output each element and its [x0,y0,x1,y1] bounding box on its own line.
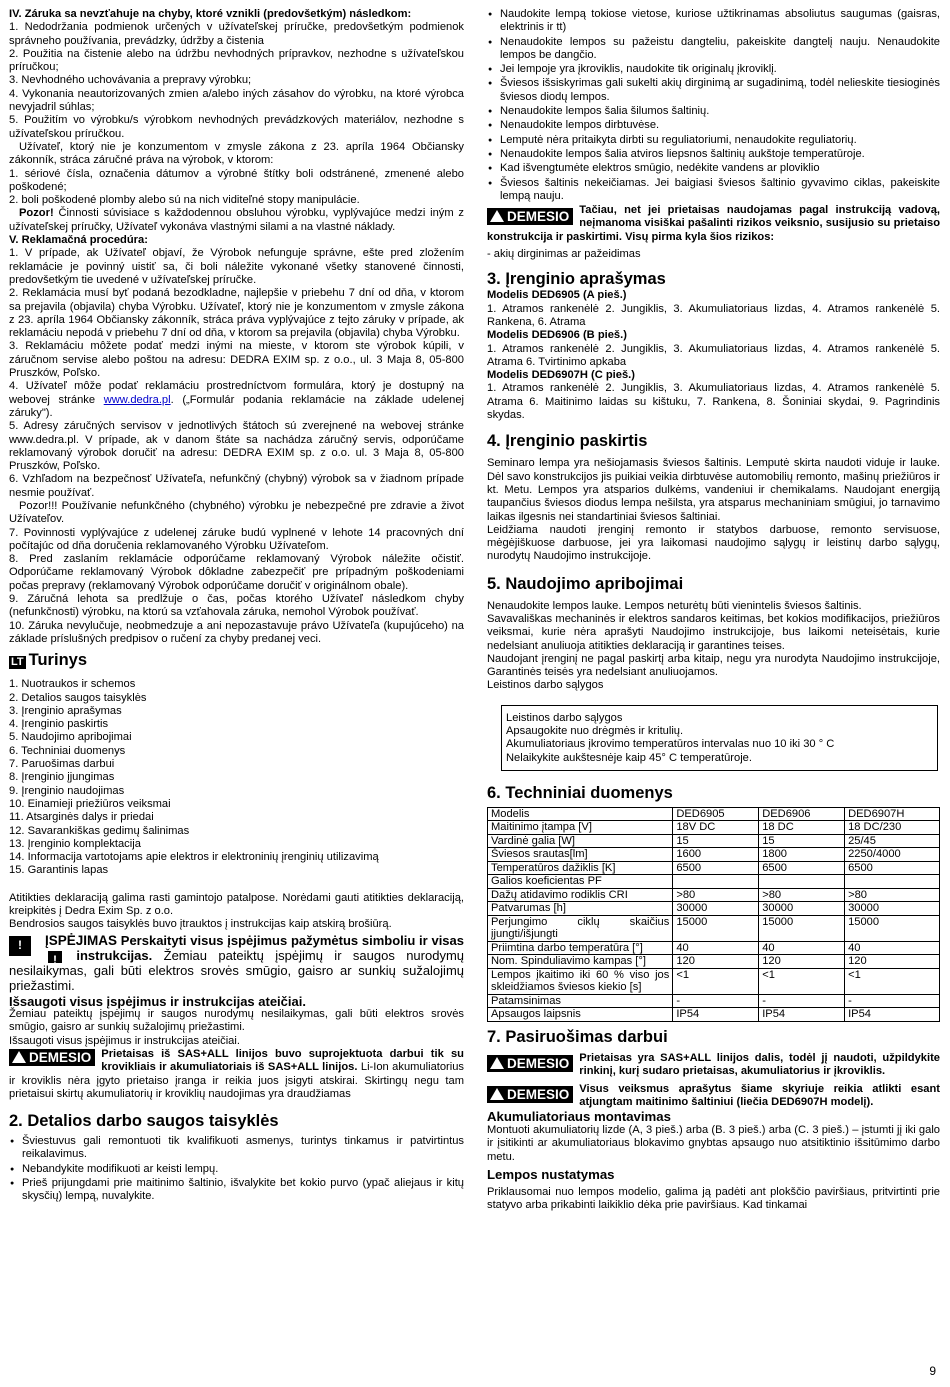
table-cell: 6500 [759,861,845,875]
reklamacna-item: 1. V prípade, ak Užívateľ objaví, že Výrobok nefunguje správne, ešte pred zložením reklamácie je povinný uistiť sa, či boli náležite vykonané všetky stanovené činnosti, predovšetkým tie uvedené v užívateľskej príručke. [9,247,464,286]
warranty-exclusion-item: 4. Vykonania neautorizovaných zmien a/alebo iných zásahov do výrobku, na ktoré výrobca nevyjadril súhlas; [9,87,464,114]
table-cell: Šviesos srautas[lm] [488,848,673,862]
safety-rule-item: ● Nenaudokite lempos dirbtuvėse. [487,119,940,132]
consumer-text: Užívateľ, ktorý nie je konzumentom v zmysle zákona z 23. apríla 1964 Občiansky zákonník, stráca záručné práva na výrobok, v ktorom: [9,140,464,167]
table-cell: Temperatūros dažiklis [K] [488,861,673,875]
sec2-list [9,1135,464,1203]
safety-rule-item: ● Kad išvengtumėte elektros smūgio, nedėkite vandens ar ploviklio [487,162,940,175]
table-cell: Apsaugos laipsnis [488,1008,673,1022]
table-row [488,821,940,835]
toc-item: 6. Techniniai duomenys [9,744,126,757]
warranty-exclusion-item: 1. Nedodržania podmienok určených v užívateľskej príručke, predovšetkým podmienok správneho používania, prevádzky, údržby a čistenia [9,21,464,47]
warranty-exclusion-item: 2. Použitia na čistenie alebo na údržbu nevhodných prípravkov, nezhodne s užívateľskou príručkou; [9,47,464,74]
toc-item: 1. Nuotraukos ir schemos [9,678,136,691]
toc-item: 5. Naudojimo apribojimai [9,731,132,744]
toc-item: 15. Garantinis lapas [9,864,109,877]
table-row [488,888,940,902]
reklamacna-item: 7. Povinnosti vyplývajúce z udelenej záruke budú vyplnené v lehote 14 pracovných dní počítajúc od dňa doručenia reklamovaného Výrobku Užívateľom. [9,526,464,552]
working-conditions-box [501,705,938,771]
table-row [488,1008,940,1022]
safety-rule-item: ● Šviesos išsiskyrimas gali sukelti akių dirginimą ar sugadinimą, todėl nelieskite tiesioginės šviesos diodų lempos. [487,77,940,104]
table-cell: 40 [759,941,845,955]
table-cell: 25/45 [845,834,940,848]
models-list [487,289,940,422]
table-row [488,941,940,955]
demesio-label: DEMESIO [507,209,570,225]
table-row [488,955,940,969]
table-cell: IP54 [845,1008,940,1022]
warranty-exclusion-item: 5. Použitím vo výrobku/s výrobkom nevhodných prevádzkových materiálov, nezhodne s užívateľskou príručkou. [9,114,464,140]
tech-data-table [487,807,940,1022]
table-cell: 1800 [759,848,845,862]
demesio-label: DEMESIO [507,1055,570,1071]
table-row [488,834,940,848]
akumontavimas-text: Montuoti akumuliatorių lizde (A, 3 pieš.) arba (B. 3 pieš.) arba (C. 3 pieš.) – įstumti jį iki galo ir įsitikinti ar akumuliatoriaus blokavimo gnybtas apsaugo nuo atsitiktinio išsitūmimo darbo metu. [487,1124,940,1163]
notice-line: Nelaikykite aukštesnėje kaip 45° C temperatūroje. [506,751,752,764]
rek4-text-after: . („Formulár podania reklamácie na základe udelenej záruky"). [9,393,464,419]
table-cell: 30000 [759,902,845,916]
table-row [488,915,940,941]
table-cell: 18 DC/230 [845,821,940,835]
demesio-badge [487,208,573,225]
declaration-text: Atitikties deklaraciją galima rasti gamintojo patalpose. Norėdami gauti atitikties deklaraciją, kreipkitės į Dedra Exim Sp. z o.o. [9,891,464,917]
sec4-paragraph-2: Leidžiama naudoti įrenginį remonto ir statybos darbuose, remonto servisuose, mėgėjiškuose darbuose, jei yra laikomasi naudojimo sąlygų ir leistinų darbo sąlygų, nurodytų Naudojimo instrukcijoje. [487,523,940,563]
table-cell: 15000 [845,915,940,941]
issaugoti-text-2: Išsaugoti visus įspėjimus ir instrukcijas ateičiai. [9,1034,240,1047]
table-cell: >80 [673,888,759,902]
sasall-text: Li-Ion akumuliatorius ir kroviklis nėra įgyto prietaiso įranga ir reikia juos įsigyti atskirai. Skirtingų negu tam prietaisui skirtų akumuliatorių ir kroviklių naudojimas yra draudžiamas [9,1061,465,1100]
table-row [488,902,940,916]
toc-item: 3. Įrenginio aprašymas [9,704,122,717]
table-cell: Patvarumas [h] [488,902,673,916]
sec5-paragraph-2: Savavališkas mechaninės ir elektros sandaros keitimas, bet kokios modifikacijos, priežiūros veiksmai, kurie nėra aprašyti Naudojimo instrukcijoje, bus laikomi neteisėtais, kurie nedelsiant anuliuoja atitikties deklaraciją ir garantines teises. [487,612,940,652]
table-cell: 120 [673,955,759,969]
toc-item: 4. Įrenginio paskirtis [9,718,109,731]
table-cell: 15 [759,834,845,848]
table-cell: 30000 [673,902,759,916]
toc-item: 8. Įrenginio įjungimas [9,771,115,784]
toc-item: 2. Detalios saugos taisyklės [9,691,147,704]
table-cell: DED6907H [845,807,940,821]
notice-lines [506,712,933,765]
table-cell: - [759,994,845,1008]
sec7-title: 7. Pasiruošimas darbui [487,1027,668,1046]
safety-bullets [487,8,940,203]
safety-rule-item: ● Naudokite lempą tokiose vietose, kuriose užtikrinamas absoliutus saugumas (gaisras, elektrinis ir tt) [487,8,940,35]
table-row [488,875,940,889]
safety-rule-item: ● Lemputė nėra pritaikyta dirbti su reguliatoriumi, nenaudokite reguliatorių. [487,134,940,147]
toc-item: 11. Atsarginės dalys ir priedai [9,811,154,824]
sasall-paragraph [9,1048,464,1101]
warranty-exclusion-item: 3. Nevhodného uchovávania a prepravy výrobku; [9,74,252,87]
pozor-warning: Pozor!!! Používanie nefunkčného (chybného) výrobku je nebezpečné pre zdravie a život Užívateľov. [9,499,464,526]
consumer-condition-item: 2. boli poškodené plomby alebo sú na nich viditeľné stopy manipulácie. [9,194,360,207]
turinys-title: Turinys [28,651,87,670]
table-cell: 6500 [673,861,759,875]
table-cell: 18V DC [673,821,759,835]
table-row [488,861,940,875]
table-cell: Lempos įkaitimo iki 60 % viso jos skleidžiamos šviesos kiekio [s] [488,968,673,994]
pozor-text: Činnosti súvisiace s každodennou obsluhou výrobku, vyplývajúce medzi iným z užívateľskej príručky, Užívateľ vykonáva vlastnými silami a na vlastné náklady. [9,207,464,233]
ispejimas-text: Žemiau pateiktų įspėjimų ir saugos nurodymų nesilaikymas, gali būti elektros srovės smūgio, gaisro ar sunkių sužalojimų priežastimi. [9,947,464,994]
table-row [488,848,940,862]
safety-rule-item: ● Šviestuvus gali remontuoti tik kvalifikuoti asmenys, turintys tinkamus ir patvirtintus reikalavimus. [9,1135,464,1162]
table-cell: 18 DC [759,821,845,835]
pozor-paragraph [9,207,464,234]
table-cell: 15000 [673,915,759,941]
sec4-title: 4. Įrenginio paskirtis [487,432,648,451]
safety-rule-item: ● Nenaudokite lempos šalia šilumos šaltinių. [487,105,940,118]
sasall-bold-text: Prietaisas iš SAS+ALL linijos buvo suprojektuota darbui tik su krovikliais ir akumuliatoriais iš SAS+ALL linijos. [101,1047,464,1074]
table-cell: - [845,994,940,1008]
table-cell: IP54 [673,1008,759,1022]
table-cell: IP54 [759,1008,845,1022]
table-cell: Galios koeficientas PF [488,875,673,889]
risk-bold-text: Tačiau, net jei prietaisas naudojamas pagal instrukciją vadovą, neįmanoma visiškai pašalinti rizikos veiksnio, susijusio su prietaiso konstrukcija ir paskirtimi. Visų pirma kyla šios rizikos: [487,204,940,243]
reklamacna-title: V. Reklamačná procedúra: [9,234,148,247]
table-header-row [488,807,940,821]
prep2-text: Visus veiksmus aprašytus šiame skyriuje reikia atlikti esant atjungtam maitinimo šaltiniui (liečia DED6907H modelį). [579,1082,940,1108]
reklamacna-item: 10. Záruka nevylučuje, neobmedzuje a ani nepozastavuje právo Užívateľa (kupujúceho) na základe príslušných predpisov o ručení za chyby predanej veci. [9,619,464,645]
model-description: 1. Atramos rankenėlė 2. Jungiklis, 3. Akumuliatoriaus lizdas, 4. Atramos rankenėlė 5. Rankena, 6. Atrama [487,302,940,328]
lempos-title: Lempos nustatymas [487,1167,615,1183]
risk-paragraph [487,204,940,244]
table-cell: <1 [845,968,940,994]
reklamacna-item: 5. Adresy záručných servisov v jednotlivých štátoch sú zverejnené na webovej stránke www.dedra.pl. V prípade, ak v danom štáte sa nachádza záručný servis, odporúčame reklamovaný výrobok doručiť na adresu: DEDRA EXIM sp. z o.o. ul. 3 Maja 8, 05-800 Pruszków, Poľsko. [9,420,464,473]
warning-triangle-icon [12,1051,26,1063]
toc-item: 14. Informacija vartotojams apie elektros ir elektroninių įrenginių utilizavimą [9,851,379,864]
warning-triangle-icon [490,1088,504,1100]
table-cell: >80 [759,888,845,902]
table-cell: Dažų atidavimo rodiklis CRI [488,888,673,902]
prep1-text: Prietaisas yra SAS+ALL linijos dalis, todėl jį naudoti, užpildykite rinkinį, kurį sudaro prietaisas, akumuliatorius ir įkroviklis. [579,1051,940,1078]
toc-item: 13. Įrenginio komplektacija [9,837,141,850]
table-cell: - [673,994,759,1008]
sec5-paragraph-3: Naudojant įrenginį ne pagal paskirtį arba kitaip, negu yra nurodyta Naudojimo instrukcijoje, Garantinės teisės yra nedelsiant anuliuojamos. [487,652,940,679]
model-description: 1. Atramos rankenėlė 2. Jungiklis, 3. Akumuliatoriaus lizdas, 4. Atramos rankenėlė 5. Atrama 6. Tvirtinimo apkaba [487,342,940,368]
table-cell: DED6906 [759,807,845,821]
safety-rule-item: ● Nenaudokite lempos šalia atviros liepsnos šaltinių aukštoje temperatūroje. [487,148,940,161]
warning-triangle-icon [490,210,504,222]
warranty-intro: IV. Záruka sa nevzťahuje na chyby, ktoré vznikli (predovšetkým) následkom: [9,8,412,20]
safety-rule-item: ● Jei lempoje yra įkroviklis, naudokite tik originalų įkroviklį. [487,63,940,76]
safety-rule-item: ● Nebandykite modifikuoti ar keisti lempų. [9,1163,464,1176]
page-number: 9 [929,1364,936,1378]
lempos-text: Priklausomai nuo lempos modelio, galima ją padėti ant plokščio paviršiaus, pritvirtinti prie statyvo arba prikabinti laikiklio dėka prie paviršiaus. Kad tinkamai [487,1186,940,1212]
table-cell [759,875,845,889]
issaugoti-text: Žemiau pateiktų įspėjimų ir saugos nurodymų nesilaikymas, gali būti elektros srovės smūgio, gaisro ar sunkių sužalojimų priežastimi. [9,1008,464,1034]
ispejimas-title: ĮSPĖJIMAS [45,932,118,948]
table-cell: Modelis [488,807,673,821]
table-cell: Nom. Spinduliavimo kampas [°] [488,955,673,969]
prep-paragraph-2 [487,1083,940,1110]
safety-rule-item: ● Nenaudokite lempos su pažeistu dangteliu, pakeiskite dangtelį nauju. Nenaudokite lempos be dangčio. [487,36,940,63]
safety-attached-text: Bendrosios saugos taisyklės buvo įtrauktos į instrukcijas kaip atskirą brošiūrą. [9,918,392,931]
model-name: Modelis DED6905 (A pieš.) [487,289,627,302]
table-row [488,994,940,1008]
issaugoti-title: Išsaugoti visus įspėjimus ir instrukcijas ateičiai. [9,993,306,1009]
reklamacna-list-2 [9,420,464,500]
model-name: Modelis DED6907H (C pieš.) [487,369,635,382]
table-cell [673,875,759,889]
reklamacna-item: 3. Reklamáciu môžete podať medzi inými na mieste, v ktorom ste výrobok kúpili, v záručnom servise alebo poštou na adresu: DEDRA EXIM sp. z o.o., ul. 3 Maja 8, 05-800 Pruszków, Poľsko. [9,340,464,380]
reklamacna-list-3 [9,527,464,647]
table-cell: Vardinė galia [W] [488,834,673,848]
safety-rule-item: ● Prieš prijungdami prie maitinimo šaltinio, išvalykite bet kokio purvo (ypač aliejaus ir kitų skysčių) lempą, nuvalykite. [9,1177,464,1204]
table-cell: <1 [673,968,759,994]
reklamacna-item: 8. Pred zaslaním reklamácie odporúčame reklamovaný Výrobok náležite očistiť. Odporúčame reklamovaný Výrobok dôkladne zabezpečiť pre prípadným poškodeniami počas prepravy (reklamovaný Výrobok odporúčame doručiť v originálnom obale). [9,553,464,592]
prep-paragraph-1 [487,1052,940,1079]
toc-item: 7. Paruošimas darbui [9,758,115,771]
toc-item: 12. Savarankiškas gedimų šalinimas [9,824,190,837]
left-column [9,8,464,1205]
toc-item: 9. Įrenginio naudojimas [9,784,125,797]
ispejimas-bold-text-2: instrukcijas. [65,947,153,963]
demesio-label: DEMESIO [29,1049,92,1065]
reklamacna-item: 6. Vzhľadom na bezpečnosť Užívateľa, nefunkčný (chybný) výrobok sa v žiadnom prípade nesmie používať. [9,473,464,499]
turinys-heading [9,650,464,670]
ispejimas-paragraph [9,934,464,995]
pozor-label: Pozor! [19,207,54,220]
table-cell: <1 [759,968,845,994]
warning-triangle-icon [9,936,31,956]
table-cell: 120 [759,955,845,969]
reklamacna-list [9,247,464,380]
warning-triangle-small-icon [48,951,62,963]
table-cell: 1600 [673,848,759,862]
reklamacna-item: 2. Reklamácia musí byť podaná bezodkladne, najlepšie v priebehu 7 dní od dňa, v ktorom sa prejavila (objavila) chyba Výrobku. Užívateľ, ktorý nie je konzumentom v zmysle zákona z 23. apríla 1964 Občiansky zákonník, stráca práva vyplývajúce z tejto záruky v prípade, ak reklamáciu nepodá v priebehu 7 dní od dňa, v ktorom sa prejavila (objavila) chyba Výrobku. [9,287,464,340]
demesio-label: DEMESIO [507,1086,570,1102]
safety-rule-item: ● Šviesos šaltinis nekeičiamas. Jei baigiasi šviesos šaltinio gyvavimo ciklas, pakeiskite lempą nauju. [487,177,940,204]
toc-item: 10. Einamieji priežiūros veiksmai [9,797,171,810]
table-cell: 15000 [759,915,845,941]
sec5-title: 5. Naudojimo apribojimai [487,574,684,593]
notice-line: Apsaugokite nuo drėgmės ir kritulių. [506,725,684,738]
sec5-paragraph-1: Nenaudokite lempos lauke. Lempos neturėtų būti vienintelis šviesos šaltinis. [487,599,862,612]
table-cell: 40 [673,941,759,955]
right-column [487,8,940,1213]
akumontavimas-title: Akumuliatoriaus montavimas [487,1109,671,1125]
dedra-link[interactable]: www.dedra.pl [103,393,171,406]
warranty-exclusions-list [9,21,464,141]
table-cell: Priimtina darbo temperatūra [°] [488,941,673,955]
sec3-title: 3. Įrenginio aprašymas [487,270,666,289]
consumer-condition-item: 1. sériové čísla, označenia dátumov a výrobné štítky boli odstránené, zmenené alebo poškodené; [9,167,464,193]
table-cell: >80 [845,888,940,902]
sec5-paragraph-4: Leistinos darbo sąlygos [487,679,604,692]
ispejimas-bold-text: Perskaityti visus įspėjimus pažymėtus simboliu ir visas [117,932,464,948]
table-of-contents [9,678,464,877]
rek4-text-before: 4. Užívateľ môže podať reklamáciu prostredníctvom formulára, ktorý je dostupný na webovej stránke [9,380,464,406]
sec2-title: 2. Detalios darbo saugos taisyklės [9,1112,279,1131]
table-cell: Perjungimo ciklų skaičius įjungti/išjungti [488,915,673,941]
model-name: Modelis DED6906 (B pieš.) [487,329,627,342]
notice-line: Leistinos darbo sąlygos [506,711,623,724]
table-cell: 2250/4000 [845,848,940,862]
sec4-paragraph-1: Seminaro lempa yra nešiojamasis šviesos šaltinis. Lemputė skirta naudoti viduje ir lauke. Dėl savo konstrukcijos jis puikiai veikia dirbtuvėse automobilių remonto, mašinų priežiūros ir kt. Metu. Lempos yra atsparios dulkėms, vandeniui ir chemikalams. Naudojant energiją taupančius šviesos diodus lempa nešilsta, yra atsparus mechaniniam smūgiui, jo tarnavimo laikas ilgesnis nei standartiniai šviesos šaltiniai. [487,457,940,523]
table-cell: Patamsinimas [488,994,673,1008]
table-cell: DED6905 [673,807,759,821]
table-row [488,968,940,994]
lt-language-badge: LT [11,656,24,669]
demesio-badge [487,1086,573,1103]
notice-line: Akumuliatoriaus įkrovimo temperatūros intervalas nuo 10 iki 30 ° C [506,738,835,751]
table-cell: 6500 [845,861,940,875]
reklamacna-item: 9. Záručná lehota sa predlžuje o čas, počas ktorého Užívateľ následkom chyby (nefunkčnosti) výrobku, na ktorú sa vzťahovala záruka, nemohol Výrobok používať. [9,593,464,619]
model-description: 1. Atramos rankenėlė 2. Jungiklis, 3. Akumuliatoriaus lizdas, 4. Atramos rankenėlė 5. Atrama 6. Maitinimo laidas su kištuku, 7. Rankena, 8. Šoniniai skydai, 9. Pagrindinis skydas. [487,382,940,422]
consumer-conditions-list [9,168,464,208]
table-cell: 40 [845,941,940,955]
demesio-badge [9,1049,95,1066]
warning-triangle-icon [490,1057,504,1069]
demesio-badge [487,1055,573,1072]
reklamacna-item-4 [9,380,464,420]
table-cell [845,875,940,889]
risk-item: - akių dirginimas ar pažeidimas [487,248,641,261]
sec6-title: 6. Techniniai duomenys [487,783,673,802]
table-cell: 30000 [845,902,940,916]
table-cell: 15 [673,834,759,848]
table-cell: Maitinimo įtampa [V] [488,821,673,835]
table-cell: 120 [845,955,940,969]
